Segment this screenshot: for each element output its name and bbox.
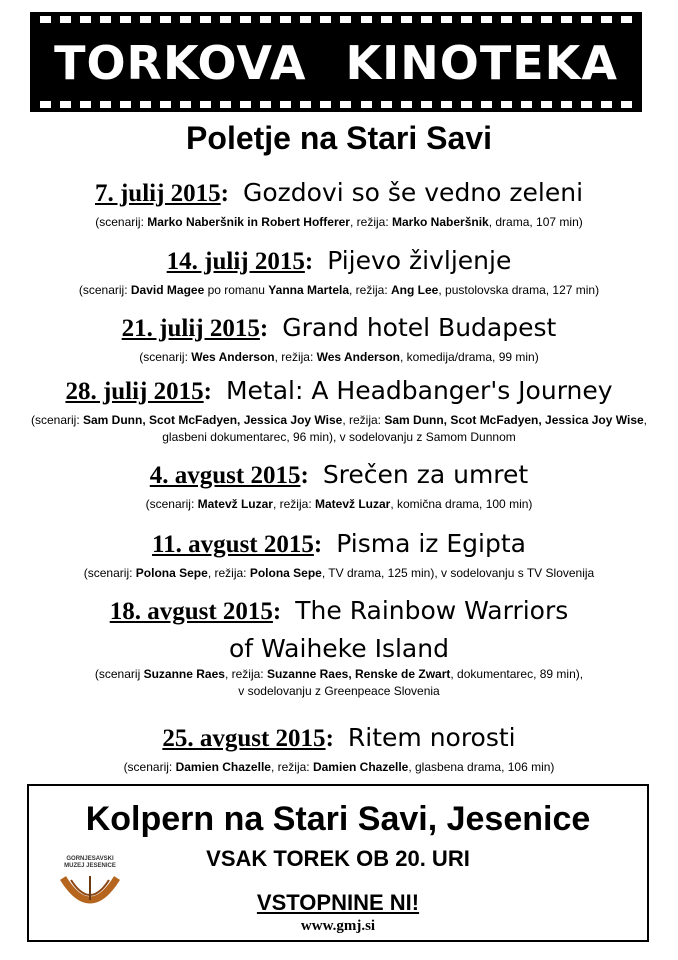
film-perforation (240, 16, 251, 23)
movie-credits: (scenarij: Damien Chazelle, režija: Damien Chazelle, glasbena drama, 106 min) (123, 760, 555, 774)
museum-logo (57, 856, 123, 932)
film-perforation (80, 101, 91, 108)
film-perforation (120, 101, 131, 108)
poster-subtitle: Poletje na Stari Savi (186, 120, 492, 156)
film-perforation (481, 16, 492, 23)
movie-entry-7: 18. avgust 2015: The Rainbow Warriors of Waiheke Island (scenarij Suzanne Raes, režija: Suzanne Raes, Renske de Zwart, dokumentarec, 89 min), v sodelovanju z Greenpeace Slovenia (0, 594, 678, 700)
movie-entry-2: 14. julij 2015: Pijevo življenje (scenarij: David Magee po romanu Yanna Martela, režija: Ang Lee, pustolovska drama, 127 min) (0, 244, 678, 299)
film-perforation (180, 101, 191, 108)
movie-date: 21. julij 2015 (121, 315, 260, 342)
movie-date: 7. julij 2015 (94, 180, 221, 207)
movie-credits: (scenarij: Wes Anderson, režija: Wes Anderson, komedija/drama, 99 min) (139, 350, 539, 364)
film-perforation (160, 16, 171, 23)
film-perforation (100, 101, 111, 108)
admission-note: VSTOPNINE NI! (256, 890, 420, 915)
film-perforation (521, 16, 532, 23)
movie-entry-8: 25. avgust 2015: Ritem norosti (scenarij: Damien Chazelle, režija: Damien Chazelle, glasbena drama, 106 min) (0, 721, 678, 776)
film-perforation (541, 101, 552, 108)
film-perforation (381, 101, 392, 108)
movie-entry-3: 21. julij 2015: Grand hotel Budapest (scenarij: Wes Anderson, režija: Wes Anderson, komedija/drama, 99 min) (0, 311, 678, 366)
film-perforation (320, 101, 331, 108)
film-perforation (401, 16, 412, 23)
movie-title: Pisma iz Egipta (336, 529, 526, 558)
movie-title: Grand hotel Budapest (282, 313, 557, 342)
film-perforation (300, 101, 311, 108)
film-perforation (300, 16, 311, 23)
movie-credits: (scenarij: Marko Naberšnik in Robert Hofferer, režija: Marko Naberšnik, drama, 107 min) (95, 215, 583, 229)
movie-entry-4: 28. julij 2015: Metal: A Headbanger's Journey (scenarij: Sam Dunn, Scot McFadyen, Jessica Joy Wise, režija: Sam Dunn, Scot McFadyen, Jessica Joy Wise, glasbeni dokumentarec, 96 min), v sodelovanju z Samom Dunnom (0, 374, 678, 446)
movie-date: 18. avgust 2015 (109, 598, 273, 625)
film-perforation (340, 101, 351, 108)
film-perforation (421, 101, 432, 108)
film-perforation (60, 16, 71, 23)
film-perforation (421, 16, 432, 23)
film-perforation (601, 16, 612, 23)
movie-credits: (scenarij: David Magee po romanu Yanna Martela, režija: Ang Lee, pustolovska drama, 127 min) (78, 283, 600, 297)
movie-credits: (scenarij: Matevž Luzar, režija: Matevž Luzar, komična drama, 100 min) (145, 497, 533, 511)
film-perforation (581, 16, 592, 23)
movie-date: 14. julij 2015 (166, 248, 305, 275)
film-perforation (120, 16, 131, 23)
film-perforation (361, 16, 372, 23)
film-perforation (140, 16, 151, 23)
film-perforation (340, 16, 351, 23)
movie-title: The Rainbow Warriors (295, 596, 569, 625)
film-perforation (280, 101, 291, 108)
movie-date: 11. avgust 2015 (152, 531, 314, 558)
film-perforation (160, 101, 171, 108)
film-perforation (260, 101, 271, 108)
film-perforation (461, 16, 472, 23)
movie-title-line2: of Waiheke Island (229, 634, 449, 663)
film-perforation (521, 101, 532, 108)
museum-emblem-icon (57, 870, 123, 920)
film-perforation (621, 16, 632, 23)
film-perforations-bottom (40, 101, 632, 108)
movie-entry-6: 11. avgust 2015: Pisma iz Egipta (scenarij: Polona Sepe, režija: Polona Sepe, TV drama, 125 min), v sodelovanju s TV Slovenija (0, 527, 678, 582)
film-perforation (561, 101, 572, 108)
venue-info-box (27, 784, 649, 942)
film-perforation (581, 101, 592, 108)
movie-title: Pijevo življenje (327, 246, 512, 275)
movie-date: 25. avgust 2015 (162, 725, 326, 752)
movie-credits: (scenarij: Sam Dunn, Scot McFadyen, Jessica Joy Wise, režija: Sam Dunn, Scot McFadyen, Jessica Joy Wise, glasbeni dokumentarec, 96 min), v sodelovanju z Samom Dunnom (30, 413, 648, 444)
film-perforation (200, 16, 211, 23)
film-perforation (381, 16, 392, 23)
film-perforations-top (40, 16, 632, 23)
website-link[interactable]: www.gmj.si (300, 918, 376, 934)
movie-credits: (scenarij: Polona Sepe, režija: Polona Sepe, TV drama, 125 min), v sodelovanju s TV Slovenija (83, 566, 595, 580)
film-perforation (200, 101, 211, 108)
film-perforation (561, 16, 572, 23)
film-perforation (541, 16, 552, 23)
film-perforation (621, 101, 632, 108)
film-perforation (260, 16, 271, 23)
movie-entry-5: 4. avgust 2015: Srečen za umret (scenarij: Matevž Luzar, režija: Matevž Luzar, komična drama, 100 min) (0, 458, 678, 513)
movie-entry-1: 7. julij 2015: Gozdovi so še vedno zeleni (scenarij: Marko Naberšnik in Robert Hofferer, režija: Marko Naberšnik, drama, 107 min) (0, 176, 678, 231)
film-perforation (100, 16, 111, 23)
museum-logo-text: GORNJESAVSKI MUZEJ JESENICE (64, 856, 116, 869)
movie-credits: (scenarij Suzanne Raes, režija: Suzanne Raes, Renske de Zwart, dokumentarec, 89 min), v sodelovanju z Greenpeace Slovenia (94, 667, 584, 698)
film-perforation (280, 16, 291, 23)
film-perforation (481, 101, 492, 108)
film-perforation (80, 16, 91, 23)
film-perforation (220, 16, 231, 23)
venue-name: Kolpern na Stari Savi, Jesenice (85, 800, 591, 838)
film-perforation (361, 101, 372, 108)
film-perforation (60, 101, 71, 108)
movie-title: Srečen za umret (322, 460, 529, 489)
film-perforation (401, 101, 412, 108)
film-perforation (40, 16, 51, 23)
film-perforation (441, 101, 452, 108)
film-perforation (140, 101, 151, 108)
film-perforation (240, 101, 251, 108)
movie-title: Metal: A Headbanger's Journey (225, 376, 613, 405)
film-strip-header (30, 12, 642, 112)
film-perforation (40, 101, 51, 108)
movie-date: 28. julij 2015 (65, 378, 204, 405)
movie-title: Gozdovi so še vedno zeleni (243, 178, 584, 207)
film-perforation (601, 101, 612, 108)
film-perforation (220, 101, 231, 108)
film-perforation (501, 16, 512, 23)
film-perforation (461, 101, 472, 108)
film-perforation (180, 16, 191, 23)
film-perforation (441, 16, 452, 23)
film-perforation (501, 101, 512, 108)
movie-date: 4. avgust 2015 (149, 462, 301, 489)
poster-title: TORKOVA KINOTEKA (54, 36, 618, 90)
screening-schedule: VSAK TOREK OB 20. URI (206, 846, 470, 871)
film-perforation (320, 16, 331, 23)
movie-title: Ritem norosti (347, 723, 516, 752)
